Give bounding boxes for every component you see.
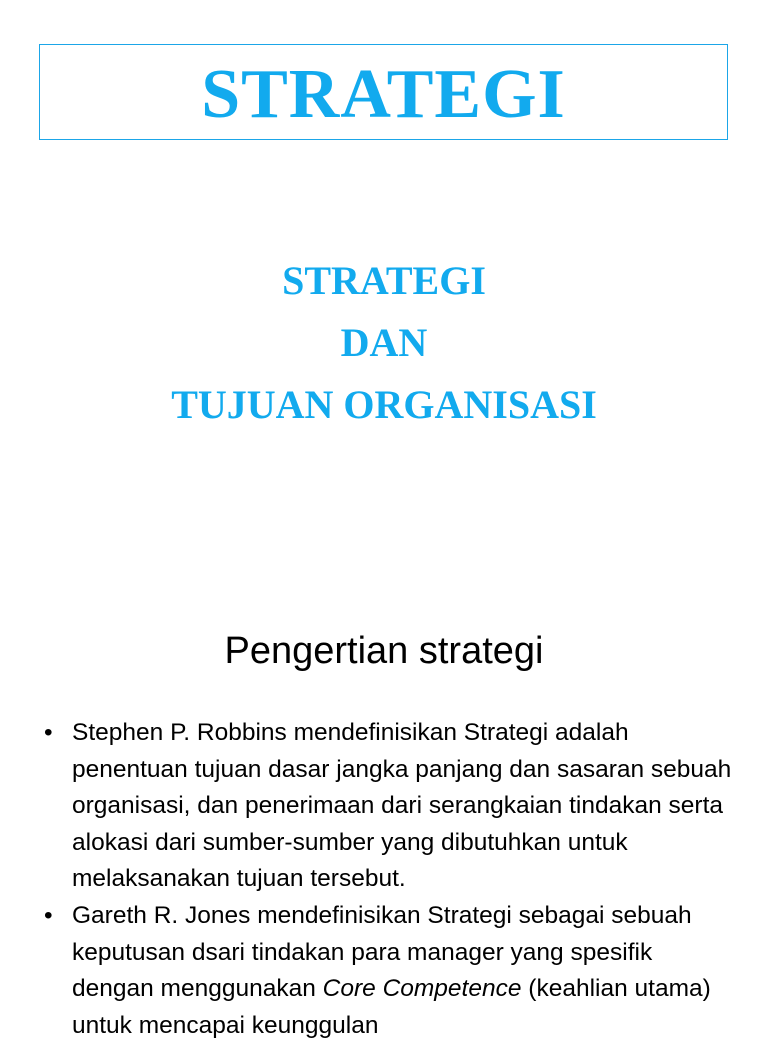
bullet-text: Stephen P. Robbins mendefinisikan Strategi adalah penentuan tujuan dasar jangka panjang dan sasaran sebuah organisasi, dan penerimaan dari serangkaian tindakan serta alokasi dari sumber-sumber yang dibutuhkan untuk melaksanakan tujuan tersebut. bbox=[72, 719, 732, 893]
bullet-text: Gareth R. Jones mendefinisikan Strategi sebagai sebuah keputusan dsari tindakan para manager yang spesifik dengan menggunakan bbox=[72, 901, 692, 1003]
bullet-text-continued: (keahlian utama) untuk mencapai keunggulan bbox=[72, 975, 711, 1039]
subtitle-block bbox=[0, 250, 768, 436]
bullet-item-jones bbox=[0, 898, 768, 1044]
subtitle-line-3: TUJUAN ORGANISASI bbox=[171, 382, 597, 427]
bullet-list bbox=[0, 715, 768, 1044]
section-heading: Pengertian strategi bbox=[224, 630, 544, 672]
bullet-dot-icon: • bbox=[44, 901, 53, 929]
subtitle-line-2: DAN bbox=[340, 320, 428, 365]
page-title: STRATEGI bbox=[201, 56, 566, 133]
bullet-dot-icon: • bbox=[44, 719, 53, 746]
bullet-item-robbins bbox=[0, 715, 768, 898]
bullet-emphasis: Core Competence bbox=[322, 975, 522, 1003]
title-box bbox=[39, 44, 728, 140]
subtitle-line-1: STRATEGI bbox=[282, 258, 486, 303]
